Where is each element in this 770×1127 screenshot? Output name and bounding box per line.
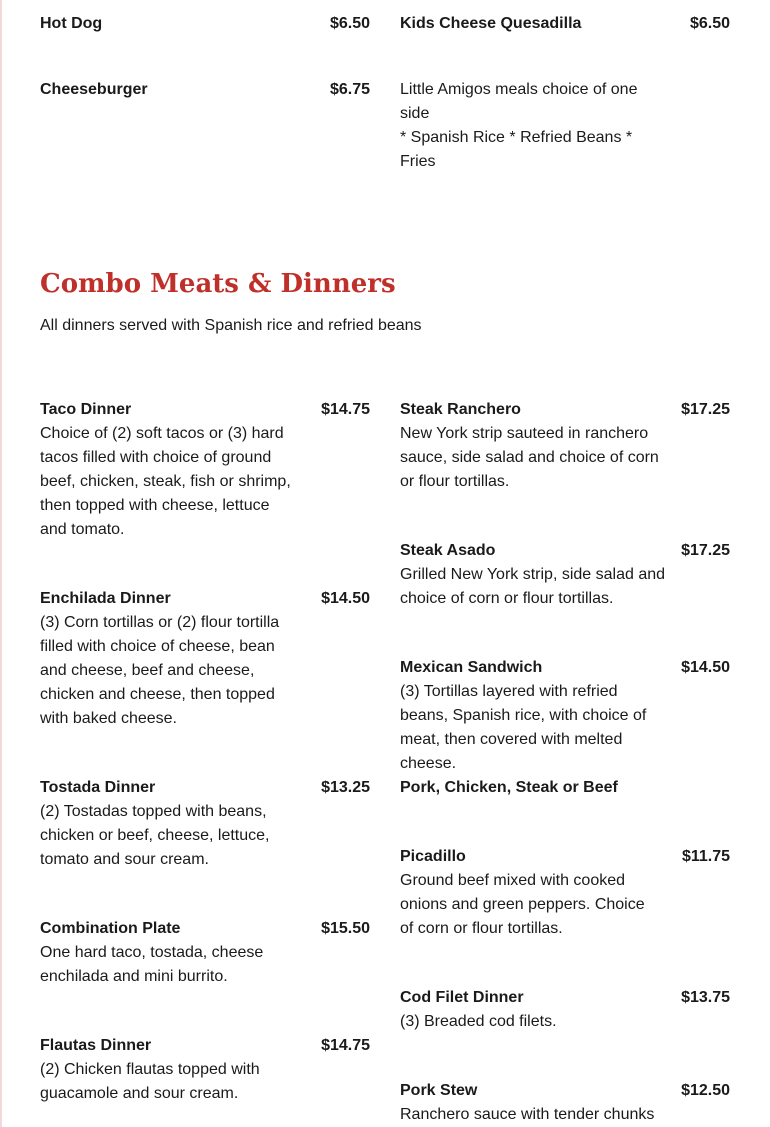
item-description: New York strip sauteed in ranchero sauce, side salad and choice of corn or flour tortillas. (400, 425, 659, 490)
item-price: $13.75 (681, 989, 730, 1006)
item-name: Cod Filet Dinner (400, 989, 524, 1006)
item-description: (3) Tortillas layered with refried beans, Spanish rice, with choice of meat, then covered with melted cheese. (400, 683, 647, 772)
item-description: One hard taco, tostada, cheese enchilada and mini burrito. (40, 944, 264, 985)
item-price: $11.75 (681, 848, 730, 865)
menu-item-cheeseburger (40, 78, 370, 102)
menu-item-enchilada-dinner (40, 587, 370, 731)
item-price: $17.25 (681, 542, 730, 559)
item-name: Mexican Sandwich (400, 659, 543, 676)
menu-item-steak-asado (400, 539, 730, 611)
menu-item-mexican-sandwich (400, 656, 730, 800)
item-name: Hot Dog (40, 15, 103, 32)
item-price: $12.50 (681, 1082, 730, 1099)
menu-item-taco-dinner (40, 398, 370, 542)
little-amigos-sides: * Spanish Rice * Refried Beans * Fries (400, 129, 633, 170)
menu-item-cod-filet-dinner (400, 986, 730, 1034)
menu-item-tostada-dinner (40, 776, 370, 872)
menu-item-pork-stew (400, 1079, 730, 1127)
item-description: (3) Corn tortillas or (2) flour tortilla filled with choice of cheese, bean and cheese, beef and cheese, chicken and cheese, then topped with baked cheese. (40, 614, 280, 727)
item-name: Picadillo (400, 848, 466, 865)
item-name: Tostada Dinner (40, 779, 156, 796)
item-description: Ground beef mixed with cooked onions and green peppers. Choice of corn or flour tortillas. (400, 872, 645, 937)
item-price: $6.50 (329, 15, 370, 32)
item-name: Pork Stew (400, 1082, 478, 1099)
item-price: $6.75 (329, 81, 370, 98)
menu-item-flautas-dinner (40, 1034, 370, 1106)
item-name: Enchilada Dinner (40, 590, 171, 607)
item-price: $15.50 (321, 920, 370, 937)
item-price: $6.50 (689, 15, 730, 32)
item-price: $14.50 (681, 659, 730, 676)
item-description: (3) Breaded cod filets. (400, 1013, 557, 1030)
item-description: Grilled New York strip, side salad and choice of corn or flour tortillas. (400, 566, 666, 607)
menu-item-steak-ranchero (400, 398, 730, 494)
item-price: $14.50 (321, 590, 370, 607)
item-meat-options: Pork, Chicken, Steak or Beef (400, 779, 618, 796)
item-description: (2) Chicken flautas topped with guacamole and sour cream. (40, 1061, 260, 1102)
menu-item-kids-quesadilla (400, 12, 730, 36)
little-amigos-note-block (400, 78, 730, 174)
section-subtitle: All dinners served with Spanish rice and refried beans (40, 317, 422, 334)
item-name: Flautas Dinner (40, 1037, 152, 1054)
little-amigos-note: Little Amigos meals choice of one side (400, 81, 638, 122)
item-price: $14.75 (321, 401, 370, 418)
item-name: Steak Asado (400, 542, 496, 559)
item-description: Ranchero sauce with tender chunks (400, 1106, 655, 1123)
menu-item-picadillo (400, 845, 730, 941)
item-price: $14.75 (321, 1037, 370, 1054)
menu-item-hot-dog (40, 12, 370, 36)
item-name: Cheeseburger (40, 81, 148, 98)
item-name: Taco Dinner (40, 401, 132, 418)
item-price: $17.25 (681, 401, 730, 418)
item-description: (2) Tostadas topped with beans, chicken or beef, cheese, lettuce, tomato and sour cream. (40, 803, 270, 868)
item-description: Choice of (2) soft tacos or (3) hard tacos filled with choice of ground beef, chicken, steak, fish or shrimp, then topped with cheese, lettuce and tomato. (40, 425, 291, 538)
item-name: Steak Ranchero (400, 401, 521, 418)
page-edge (0, 0, 2, 1127)
item-name: Combination Plate (40, 920, 181, 937)
item-name: Kids Cheese Quesadilla (400, 15, 582, 32)
section-title: Combo Meats & Dinners (40, 269, 396, 299)
item-price: $13.25 (321, 779, 370, 796)
menu-item-combination-plate (40, 917, 370, 989)
